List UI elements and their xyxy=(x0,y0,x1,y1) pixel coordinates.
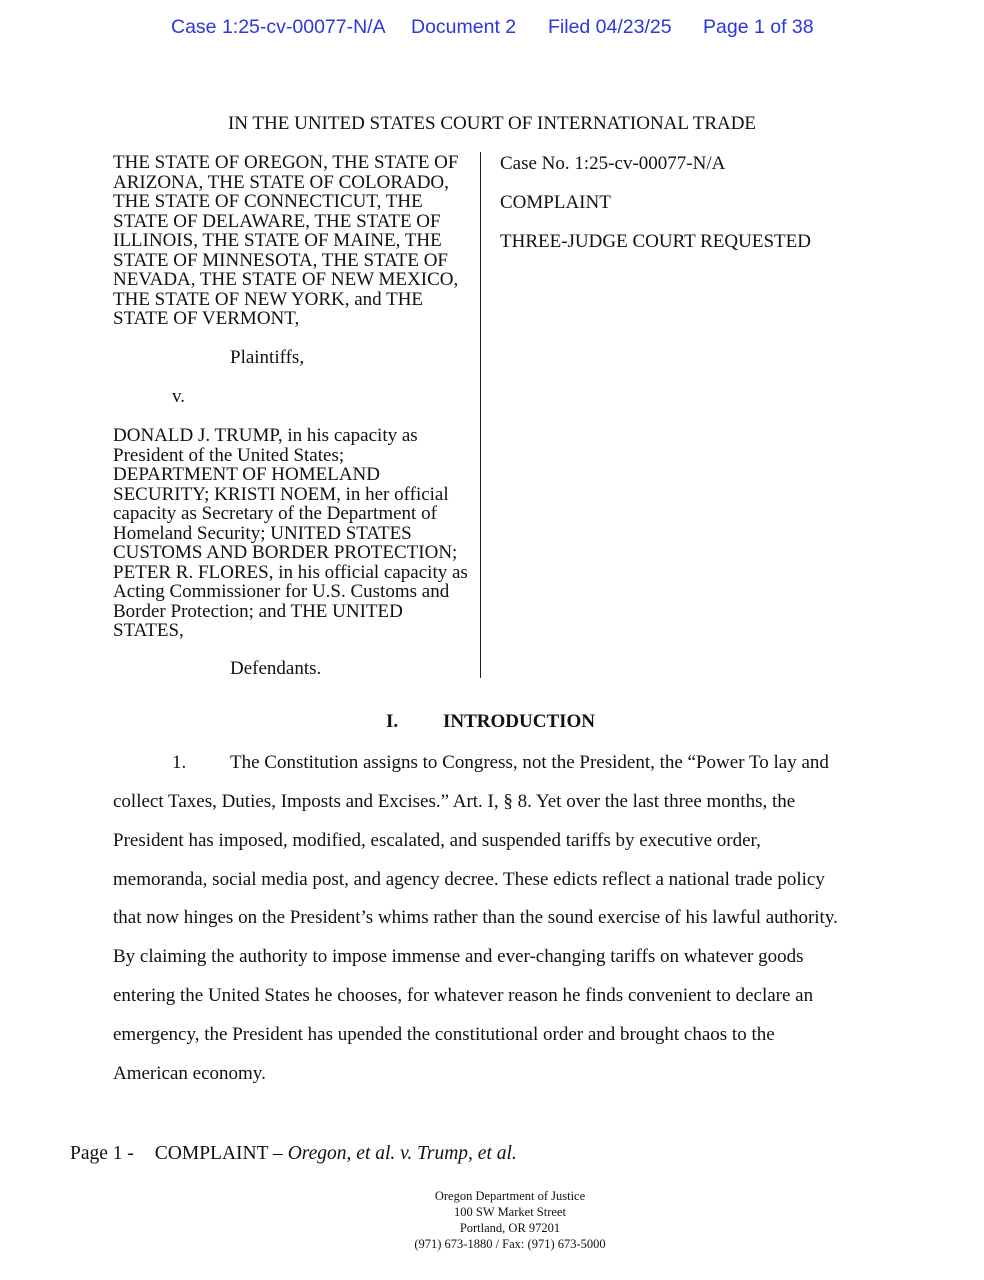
defendants-block xyxy=(113,426,468,641)
section-title: INTRODUCTION xyxy=(443,711,596,732)
defendant-line: DONALD J. TRUMP, in his capacity as xyxy=(113,425,418,446)
defendant-line: Border Protection; and THE UNITED xyxy=(113,600,403,622)
page-count-header: Page 1 of 38 xyxy=(703,16,814,38)
address-line: Portland, OR 97201 xyxy=(459,1221,561,1235)
defendant-line: Homeland Security; UNITED STATES xyxy=(113,522,412,544)
paragraph-line: emergency, the President has upended the constitutional order and brought chaos to the xyxy=(113,1024,775,1045)
plaintiff-line: NEVADA, THE STATE OF NEW MEXICO, xyxy=(113,269,459,290)
case-number: Case No. 1:25-cv-00077-N/A xyxy=(500,153,726,174)
footer-case-caption: Oregon, et al. v. Trump, et al. xyxy=(287,1143,517,1164)
defendant-line: President of the United States; xyxy=(113,444,345,466)
document-type: COMPLAINT xyxy=(500,192,611,213)
plaintiff-line: STATE OF DELAWARE, THE STATE OF xyxy=(113,210,441,232)
plaintiff-line: THE STATE OF CONNECTICUT, THE xyxy=(113,191,423,212)
plaintiff-line: THE STATE OF NEW YORK, and THE xyxy=(113,288,424,310)
paragraph-line: The Constitution assigns to Congress, not the President, the “Power To lay and xyxy=(230,752,829,773)
paragraph-line: memoranda, social media post, and agency decree. These edicts reflect a national trade policy xyxy=(113,869,825,890)
defendant-line: CUSTOMS AND BORDER PROTECTION; xyxy=(113,542,458,563)
versus-label: v. xyxy=(172,386,186,407)
document-number-header: Document 2 xyxy=(411,16,517,38)
paragraph-line: President has imposed, modified, escalated, and suspended tariffs by executive order, xyxy=(113,830,761,851)
footer-doc-label: COMPLAINT – xyxy=(154,1143,283,1164)
paragraph-line: American economy. xyxy=(113,1063,266,1084)
paragraph-line: that now hinges on the President’s whims rather than the sound exercise of his lawful authority. xyxy=(113,907,838,928)
defendant-line: Acting Commissioner for U.S. Customs and xyxy=(113,581,450,602)
plaintiffs-block xyxy=(113,153,458,329)
three-judge-request: THREE-JUDGE COURT REQUESTED xyxy=(500,231,811,252)
caption-divider xyxy=(480,152,481,678)
page-footer xyxy=(70,1143,517,1165)
defendant-line: DEPARTMENT OF HOMELAND xyxy=(113,464,380,485)
paragraph-number: 1. xyxy=(172,752,187,773)
paragraph-line: entering the United States he chooses, for whatever reason he finds convenient to declare an xyxy=(113,985,814,1006)
address-line: (971) 673-1880 / Fax: (971) 673-5000 xyxy=(414,1237,606,1251)
defendant-line: STATES, xyxy=(113,620,184,641)
plaintiff-line: ILLINOIS, THE STATE OF MAINE, THE xyxy=(113,230,442,251)
office-address xyxy=(0,1188,984,1252)
defendant-line: SECURITY; KRISTI NOEM, in her official xyxy=(113,483,449,505)
plaintiffs-label: Plaintiffs, xyxy=(230,347,305,368)
section-number: I. xyxy=(386,711,399,732)
plaintiff-line: STATE OF MINNESOTA, THE STATE OF xyxy=(113,249,448,271)
court-title: IN THE UNITED STATES COURT OF INTERNATIONAL TRADE xyxy=(227,113,757,134)
paragraph-line: collect Taxes, Duties, Imposts and Excises.” Art. I, § 8. Yet over the last three months, the xyxy=(113,791,796,812)
plaintiff-line: THE STATE OF OREGON, THE STATE OF xyxy=(113,152,459,173)
address-line: Oregon Department of Justice xyxy=(434,1189,586,1203)
filed-date-header: Filed 04/23/25 xyxy=(548,16,672,38)
ecf-header xyxy=(0,14,984,42)
defendant-line: PETER R. FLORES, in his official capacity as xyxy=(113,561,468,583)
address-line: 100 SW Market Street xyxy=(454,1205,566,1219)
footer-page-label: Page 1 - xyxy=(70,1143,134,1164)
defendants-label: Defendants. xyxy=(230,658,322,679)
case-number-header: Case 1:25-cv-00077-N/A xyxy=(171,16,386,38)
paragraph-line: By claiming the authority to impose immense and ever-changing tariffs on whatever goods xyxy=(113,946,804,967)
plaintiff-line: STATE OF VERMONT, xyxy=(113,308,300,329)
defendant-line: capacity as Secretary of the Department of xyxy=(113,503,437,524)
plaintiff-line: ARIZONA, THE STATE OF COLORADO, xyxy=(113,171,449,193)
